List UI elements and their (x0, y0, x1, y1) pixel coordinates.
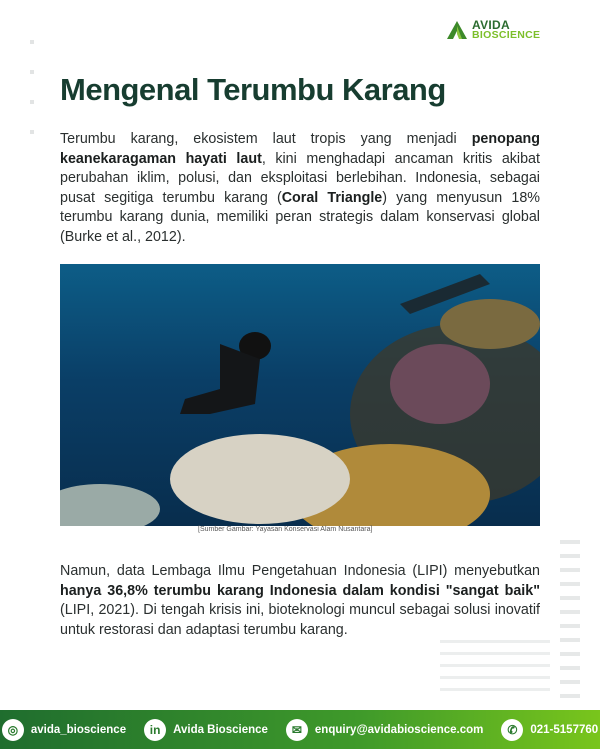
text: Namun, data Lembaga Ilmu Pengetahuan Indonesia (LIPI) menyebutkan (60, 563, 540, 579)
body-paragraph (60, 562, 540, 640)
decorative-dash (560, 540, 580, 700)
intro-paragraph (60, 130, 540, 247)
brand-name: AVIDA (472, 18, 510, 32)
linkedin-icon: in (144, 719, 166, 741)
instagram-icon: ◎ (2, 719, 24, 741)
text: , kini menghadapi ancaman kritis akibat perubahan iklim, polusi, dan eksploitasi berlebihan. Indonesia, sebagai pusat segitiga terumbu karang ( (60, 150, 540, 206)
phone-number[interactable]: 021-5157760 (530, 723, 599, 736)
decorative-dot (30, 130, 34, 134)
instagram-handle[interactable]: avida_bioscience (30, 723, 127, 736)
coral-reef-photo (60, 264, 540, 526)
brand-subname: BIOSCIENCE (472, 29, 541, 41)
text: Terumbu karang, ekosistem laut tropis yang menjadi (60, 131, 472, 147)
logo-icon (446, 20, 468, 40)
text: ) yang menyusun 18% terumbu karang dunia, memiliki peran strategis dalam konservasi global (Burke et al., 2012). (60, 189, 540, 245)
email-icon: ✉ (286, 719, 308, 741)
contact-footer (0, 710, 600, 749)
image-caption: [Sumber Gambar: Yayasan Konservasi Alam Nusantara] (198, 526, 373, 533)
bold-text: Coral Triangle (281, 189, 383, 206)
linkedin-link[interactable]: Avida Bioscience (173, 723, 268, 736)
page-title: Mengenal Terumbu Karang (60, 72, 446, 107)
brand-logo (446, 20, 540, 40)
text: (LIPI, 2021). Di tengah krisis ini, bioteknologi muncul sebagai solusi inovatif untuk restorasi dan adaptasi terumbu karang. (60, 602, 540, 638)
bold-text: penopang keanekaragaman hayati laut (60, 131, 540, 167)
decorative-dash (440, 640, 550, 700)
decorative-dot (30, 40, 34, 44)
phone-icon: ✆ (501, 719, 523, 741)
decorative-dot (30, 100, 34, 104)
bold-text: hanya 36,8% terumbu karang Indonesia dalam kondisi "sangat baik" (60, 582, 540, 599)
email-link[interactable]: enquiry@avidabioscience.com (314, 723, 484, 736)
decorative-dot (30, 70, 34, 74)
